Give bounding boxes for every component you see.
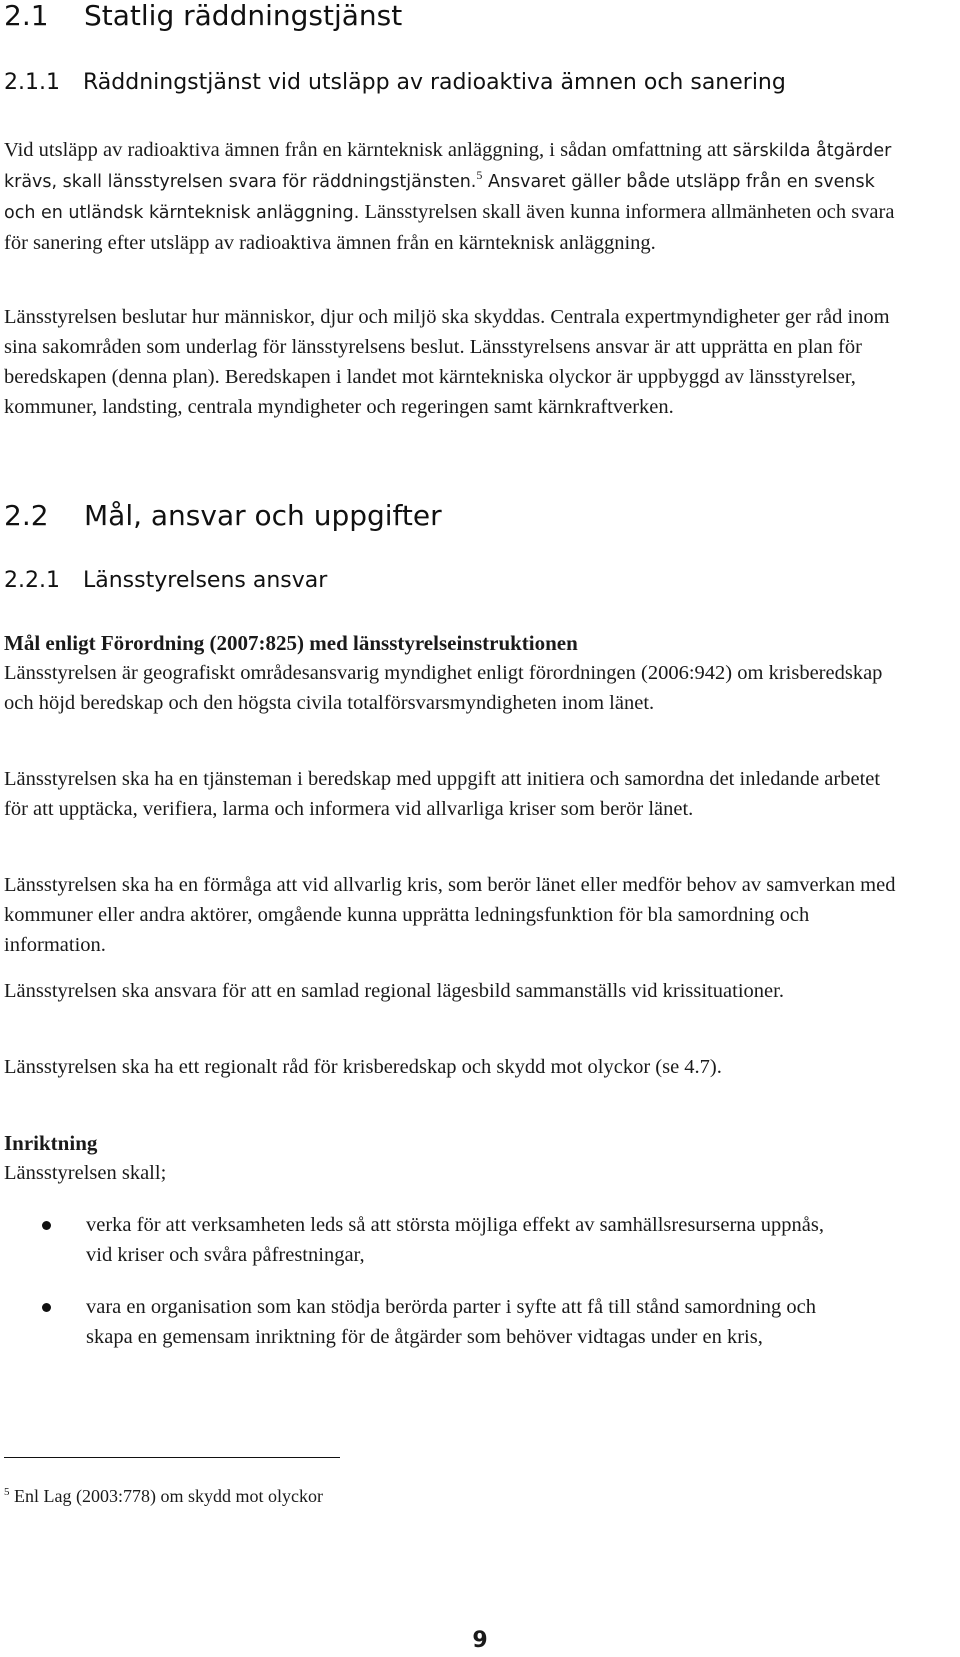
footnote-number: 5 <box>4 1486 10 1498</box>
list-item-text: verka för att verksamheten leds så att största möjliga effekt av samhällsresurserna uppnås, vid kriser och svåra påfrestningar, <box>86 1214 824 1266</box>
footnote <box>4 1484 323 1508</box>
paragraph-area-responsibility: Länsstyrelsen är geografiskt områdesansvarig myndighet enligt förordningen (2006:942) om krisberedskap och höjd beredskap och den högsta civila totalförsvarsmyndigheten inom länet. <box>4 662 883 714</box>
paragraph-regional-council: Länsstyrelsen ska ha ett regionalt råd för krisberedskap och skydd mot olyckor (se 4.7). <box>4 1056 722 1078</box>
heading-title: Mål, ansvar och uppgifter <box>84 499 442 532</box>
subheading-direction: Inriktning <box>4 1131 98 1155</box>
bullet-icon <box>42 1303 51 1312</box>
footnote-reference: 5 <box>476 168 483 183</box>
paragraph-county-board-shall: Länsstyrelsen skall; <box>4 1162 167 1184</box>
paragraph-text: Vid utsläpp av radioaktiva ämnen från en kärnteknisk anläggning, i sådan omfattning att <box>4 139 728 161</box>
heading-number: 2.1 <box>4 0 49 32</box>
bullet-icon <box>42 1221 51 1230</box>
subheading-goals: Mål enligt Förordning (2007:825) med länsstyrelseinstruktionen <box>4 631 578 655</box>
bullet-list <box>4 1210 834 1352</box>
heading-number: 2.2 <box>4 499 49 532</box>
heading-2-2-1 <box>4 564 327 597</box>
footnote-text: Enl Lag (2003:778) om skydd mot olyckor <box>9 1486 323 1506</box>
paragraph-decision: Länsstyrelsen beslutar hur människor, djur och miljö ska skyddas. Centrala expertmyndigheter ger råd inom sina sakområden som underlag för länsstyrelsens beslut. Länsstyrelsens ansvar är att upprätta en plan för beredskapen (denna plan). Beredskapen i landet mot kärntekniska olyckor är uppbyggd av länsstyrelser, kommuner, landsting, centrala myndigheter och regeringen samt kärnkraftverken. <box>4 306 890 418</box>
list-item <box>4 1292 834 1352</box>
heading-2-1 <box>4 0 402 32</box>
paragraph-radioactive-release <box>4 135 909 258</box>
footnote-divider <box>4 1457 340 1458</box>
heading-number: 2.1.1 <box>4 70 60 95</box>
list-item <box>4 1210 834 1270</box>
page-number: 9 <box>472 1628 488 1653</box>
paragraph-text: Länsstyrelsen skall även kunna informera allmänheten och svara för sanering efter utsläpp av radioaktiva ämnen från en kärnteknisk anläggning. <box>4 201 895 254</box>
paragraph-on-call-officer: Länsstyrelsen ska ha en tjänsteman i beredskap med uppgift att initiera och samordna det inledande arbetet för att upptäcka, verifiera, larma och informera vid allvarliga kriser som berör länet. <box>4 768 881 820</box>
heading-number: 2.2.1 <box>4 568 60 593</box>
paragraph-leadership-capability: Länsstyrelsen ska ha en förmåga att vid allvarlig kris, som berör länet eller medför behov av samverkan med kommuner eller andra aktörer, omgående kunna upprätta ledningsfunktion för bla samordning och information. <box>4 874 896 956</box>
list-item-text: vara en organisation som kan stödja berörda parter i syfte att få till stånd samordning och skapa en gemensam inriktning för de åtgärder som behöver vidtagas under en kris, <box>86 1296 817 1348</box>
heading-2-1-1 <box>4 66 804 99</box>
paragraph-situation-picture: Länsstyrelsen ska ansvara för att en samlad regional lägesbild sammanställs vid krissituationer. <box>4 980 784 1002</box>
paragraph-text: Ansvaret gäller både utsläpp från en svensk och en utländsk kärnteknisk anläggning. <box>4 172 875 223</box>
heading-title: Räddningstjänst vid utsläpp av radioaktiva ämnen och sanering <box>83 70 786 95</box>
paragraph-text: särskilda åtgärder krävs, skall länsstyrelsen svara för räddningstjänsten. <box>4 141 892 192</box>
heading-title: Länsstyrelsens ansvar <box>83 568 328 593</box>
heading-2-2 <box>4 500 442 532</box>
heading-title: Statlig räddningstjänst <box>84 0 403 32</box>
